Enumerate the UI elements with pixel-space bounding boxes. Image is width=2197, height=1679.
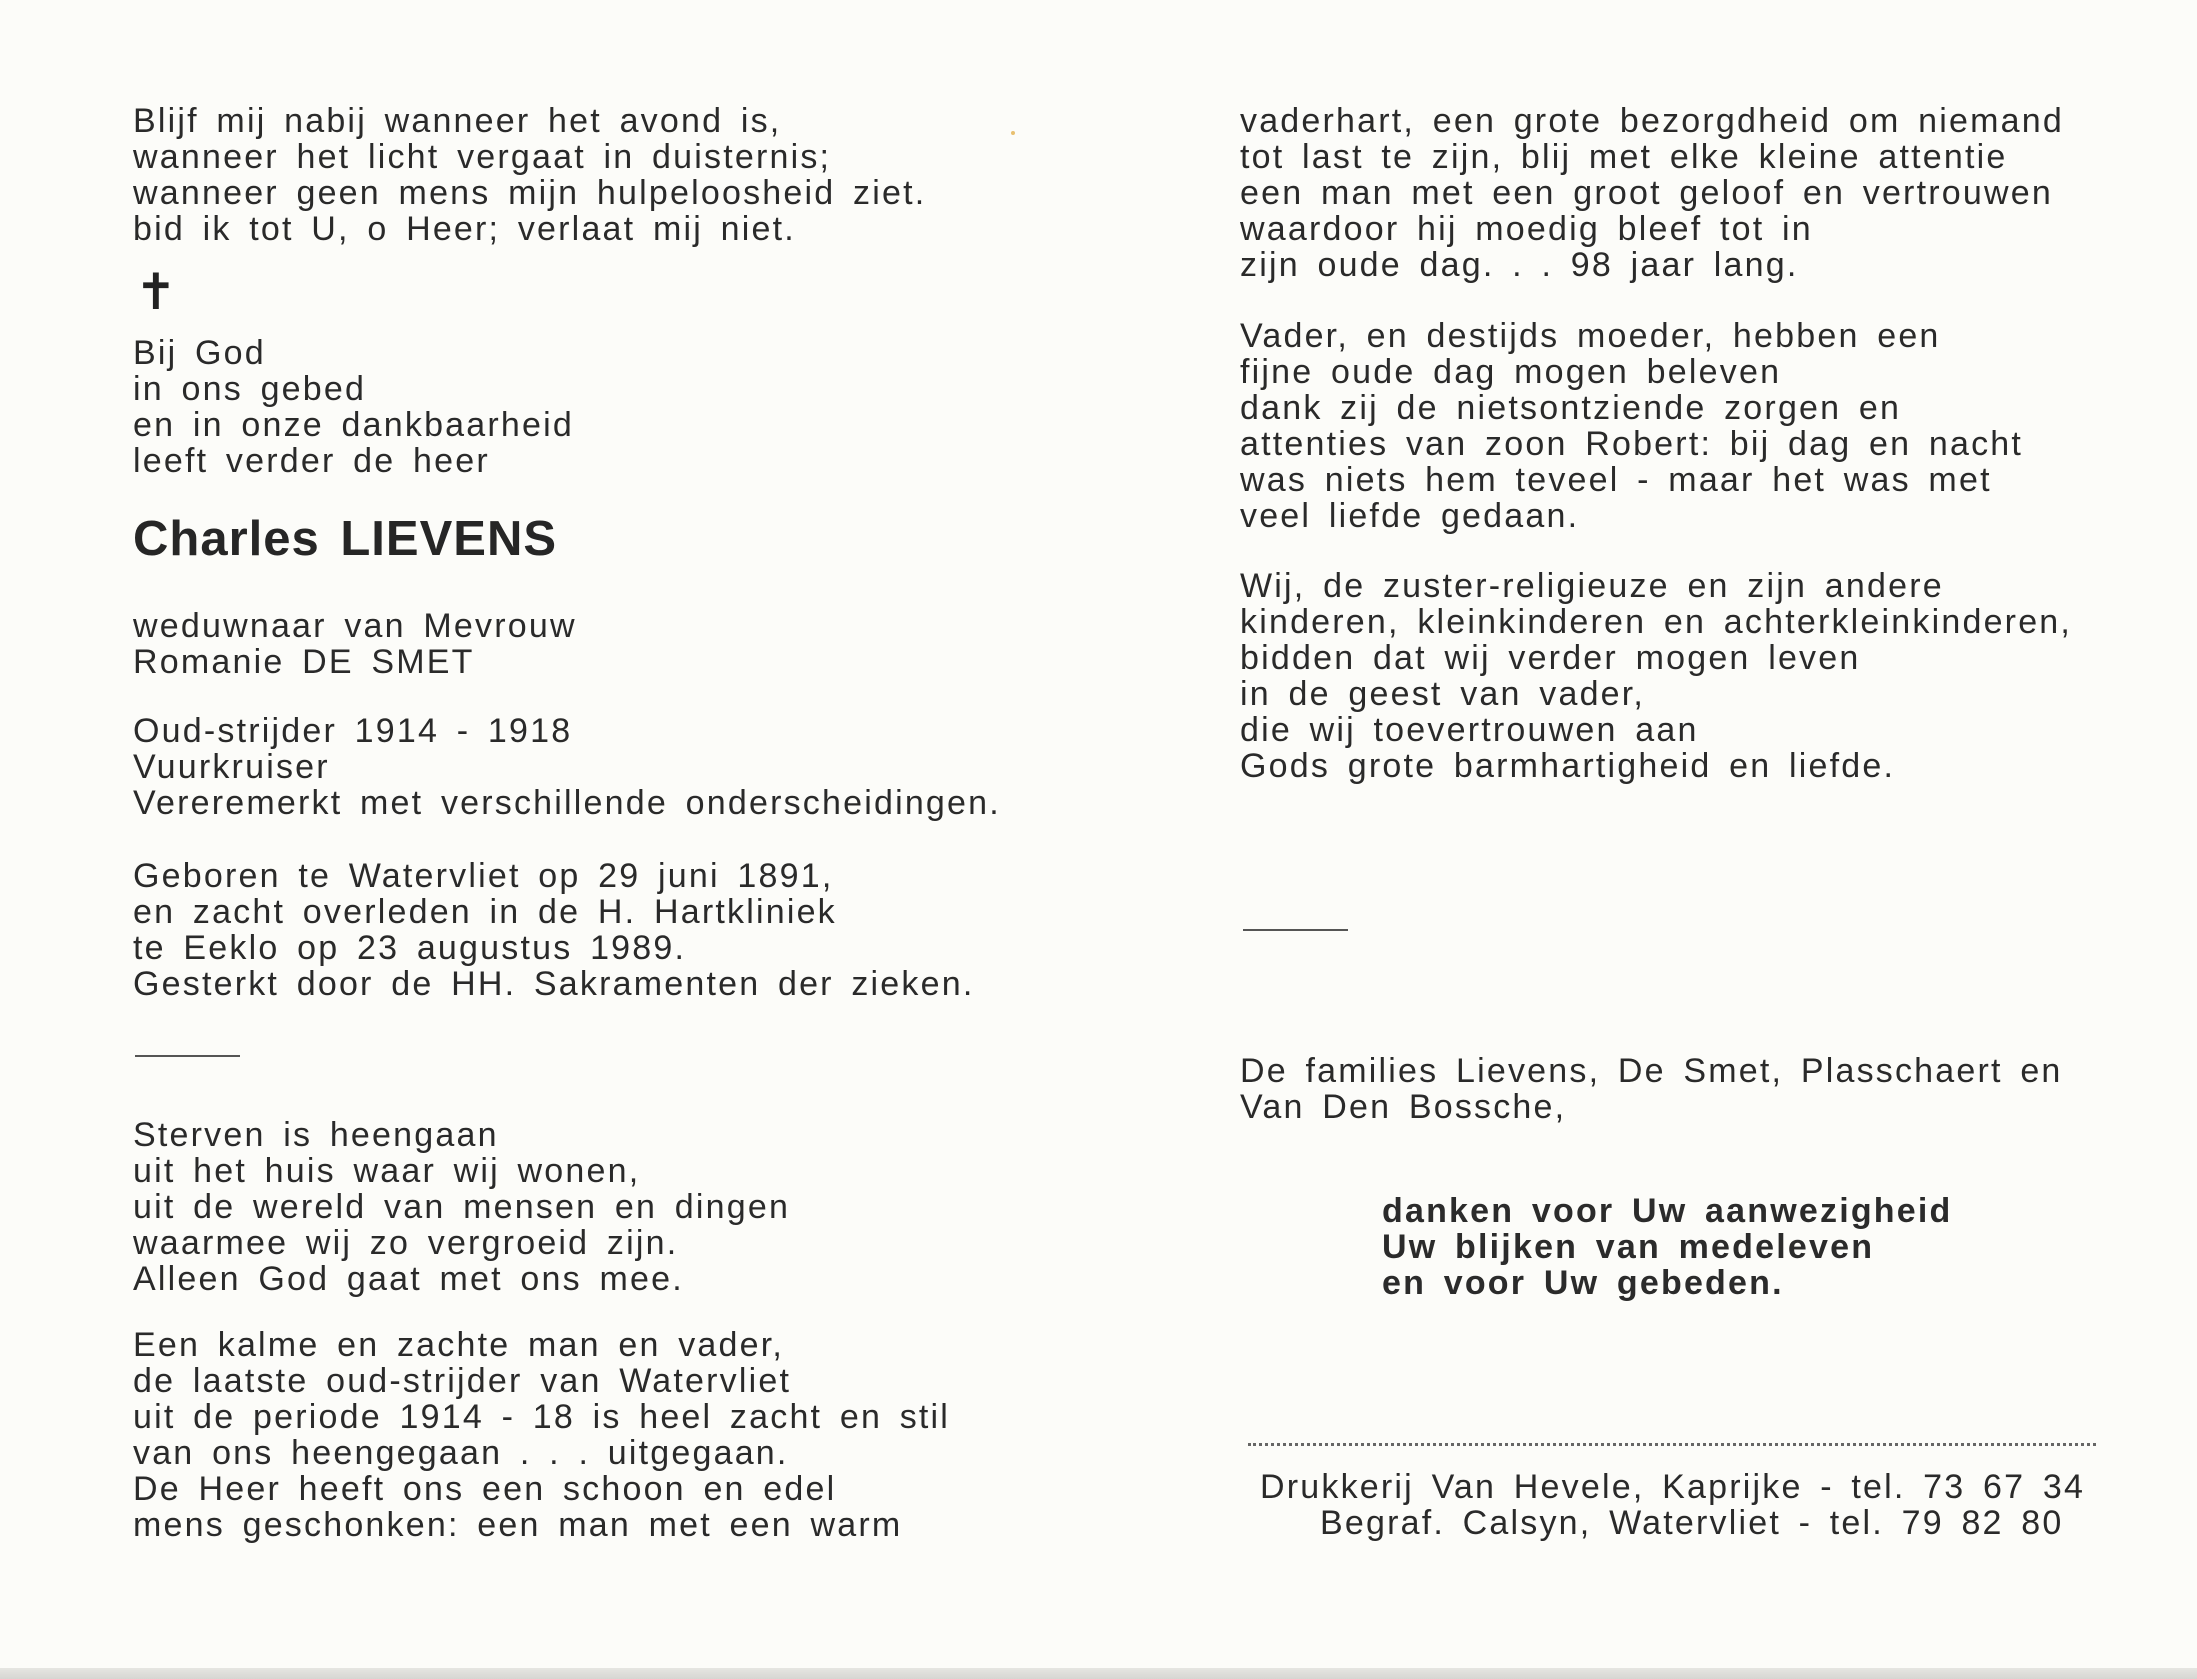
tribute-line: zijn oude dag. . . 98 jaar lang.	[1240, 246, 1799, 284]
section-divider	[1243, 929, 1348, 931]
life-line: te Eeklo op 23 augustus 1989.	[133, 929, 687, 967]
printer-line: Drukkerij Van Hevele, Kaprijke - tel. 73 67 34	[1260, 1468, 2086, 1506]
prayer-line: Gods grote barmhartigheid en liefde.	[1240, 747, 1896, 785]
tribute-line: vaderhart, een grote bezorgdheid om niemand	[1240, 102, 2064, 140]
care-line: fijne oude dag mogen beleven	[1240, 353, 1782, 391]
closing-poem	[133, 1117, 1033, 1297]
families	[1240, 1053, 2140, 1125]
life-line: en zacht overleden in de H. Hartkliniek	[133, 893, 837, 931]
spouse-line: weduwnaar van Mevrouw	[133, 607, 577, 645]
life-line: Gesterkt door de HH. Sakramenten der zieken.	[133, 965, 975, 1003]
tribute-line: een man met een groot geloof en vertrouwen	[1240, 174, 2053, 212]
dedication-line: in ons gebed	[133, 370, 367, 408]
printer-line: Begraf. Calsyn, Watervliet - tel. 79 82 80	[1320, 1504, 2064, 1542]
families-line: De families Lievens, De Smet, Plasschaert en	[1240, 1052, 2063, 1090]
poem-line: Blijf mij nabij wanneer het avond is,	[133, 102, 782, 140]
life-line: Geboren te Watervliet op 29 juni 1891,	[133, 857, 834, 895]
care-line: Vader, en destijds moeder, hebben een	[1240, 317, 1941, 355]
opening-poem	[133, 103, 1033, 247]
card-edge	[0, 1668, 2197, 1679]
tribute-line: mens geschonken: een man met een warm	[133, 1506, 903, 1544]
poem-line: uit de wereld van mensen en dingen	[133, 1188, 791, 1226]
care-paragraph	[1240, 318, 2140, 534]
honours-line: Vuurkruiser	[133, 748, 330, 786]
honours-line: Oud-strijder 1914 - 1918	[133, 712, 573, 750]
poem-line: Sterven is heengaan	[133, 1116, 499, 1154]
tribute-continued	[1240, 103, 2140, 283]
prayer-line: bidden dat wij verder mogen leven	[1240, 639, 1861, 677]
thanks-line: en voor Uw gebeden.	[1382, 1264, 1784, 1302]
prayer-line: die wij toevertrouwen aan	[1240, 711, 1699, 749]
section-divider	[135, 1055, 240, 1057]
poem-line: wanneer het licht vergaat in duisternis;	[133, 138, 832, 176]
tribute-line: waardoor hij moedig bleef tot in	[1240, 210, 1813, 248]
thanks	[1382, 1193, 2197, 1301]
honours	[133, 713, 1033, 821]
life-dates	[133, 858, 1033, 1002]
care-line: veel liefde gedaan.	[1240, 497, 1580, 535]
honours-line: Vereremerkt met verschillende onderscheidingen.	[133, 784, 1001, 822]
care-line: attenties van zoon Robert: bij dag en nacht	[1240, 425, 2024, 463]
spouse-line: Romanie DE SMET	[133, 643, 475, 681]
dedication	[133, 335, 1033, 479]
printer-info	[1260, 1469, 2160, 1541]
tribute-line: De Heer heeft ons een schoon en edel	[133, 1470, 837, 1508]
tribute-line: tot last te zijn, blij met elke kleine attentie	[1240, 138, 2008, 176]
poem-line: waarmee wij zo vergroeid zijn.	[133, 1224, 679, 1262]
prayer-paragraph	[1240, 568, 2140, 784]
poem-line: wanneer geen mens mijn hulpeloosheid ziet.	[133, 174, 927, 212]
thanks-line: Uw blijken van medeleven	[1382, 1228, 1875, 1266]
care-line: was niets hem teveel - maar het was met	[1240, 461, 1992, 499]
deceased-name: Charles LIEVENS	[133, 512, 558, 566]
tribute-line: de laatste oud-strijder van Watervliet	[133, 1362, 792, 1400]
prayer-line: Wij, de zuster-religieuze en zijn andere	[1240, 567, 1944, 605]
spouse-info	[133, 608, 1033, 680]
prayer-line: kinderen, kleinkinderen en achterkleinkinderen,	[1240, 603, 2073, 641]
tribute-line: van ons heengegaan . . . uitgegaan.	[133, 1434, 789, 1472]
cross-icon: ✝	[135, 264, 180, 320]
poem-line: uit het huis waar wij wonen,	[133, 1152, 641, 1190]
dotted-divider	[1248, 1443, 2096, 1446]
care-line: dank zij de nietsontziende zorgen en	[1240, 389, 1902, 427]
thanks-line: danken voor Uw aanwezigheid	[1382, 1192, 1953, 1230]
families-line: Van Den Bossche,	[1240, 1088, 1567, 1126]
dedication-line: en in onze dankbaarheid	[133, 406, 575, 444]
prayer-line: in de geest van vader,	[1240, 675, 1646, 713]
tribute-line: uit de periode 1914 - 18 is heel zacht en stil	[133, 1398, 951, 1436]
dedication-line: Bij God	[133, 334, 266, 372]
tribute-line: Een kalme en zachte man en vader,	[133, 1326, 785, 1364]
poem-line: Alleen God gaat met ons mee.	[133, 1260, 684, 1298]
dedication-line: leeft verder de heer	[133, 442, 490, 480]
poem-line: bid ik tot U, o Heer; verlaat mij niet.	[133, 210, 796, 248]
tribute	[133, 1327, 1033, 1543]
